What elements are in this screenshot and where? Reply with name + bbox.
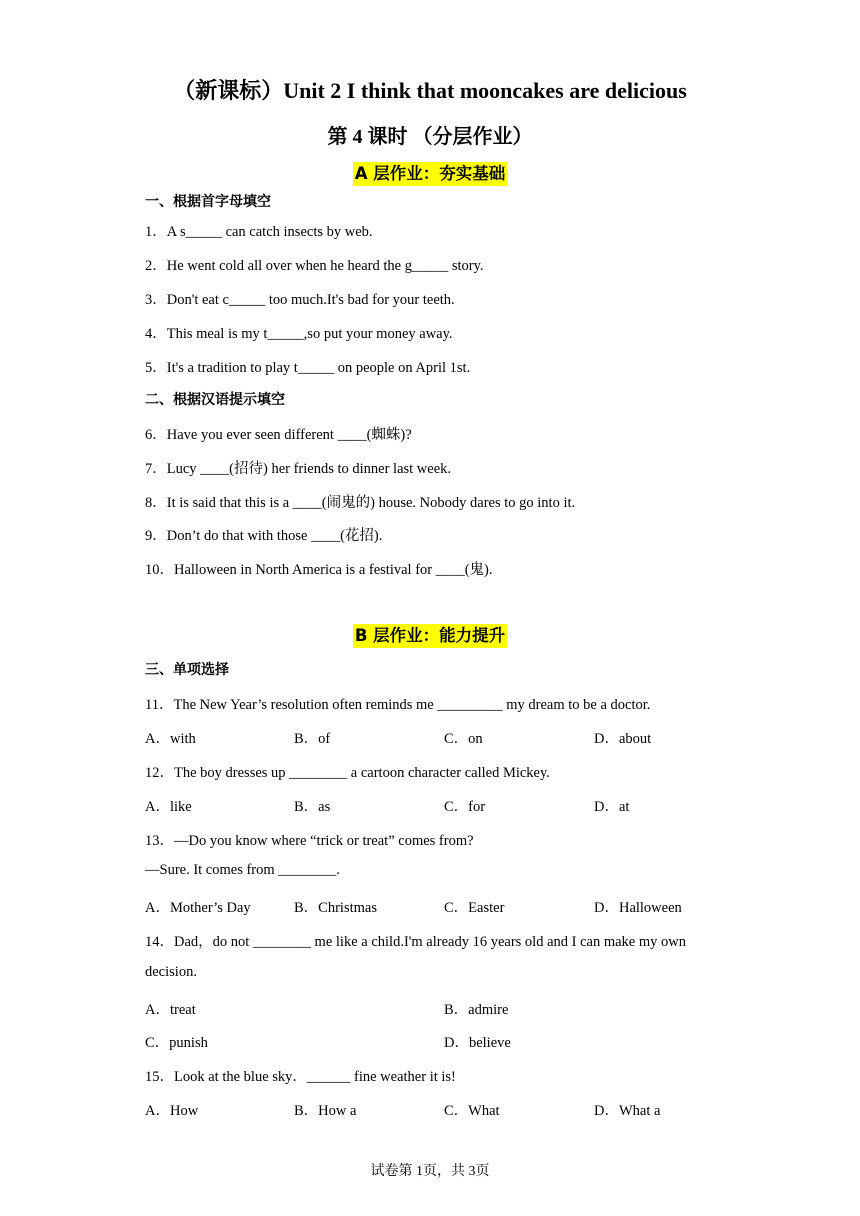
q11-option-d: D．about xyxy=(594,731,652,747)
q13-option-d: D．Halloween xyxy=(594,900,682,916)
q12-option-c: C．for xyxy=(444,799,486,815)
page-footer: 试卷第 1页，共 3页 xyxy=(370,1164,490,1179)
q14-option-c: C．punish xyxy=(145,1035,208,1051)
q14-option-b: B．admire xyxy=(444,1002,509,1018)
question-6: 6．Have you ever seen different ____(蜘蛛)? xyxy=(145,427,412,443)
q13-option-b: B．Christmas xyxy=(294,900,377,916)
question-7: 7．Lucy ____(招待) her friends to dinner last week. xyxy=(145,461,452,477)
question-14: 14．Dad，do not ________ me like a child.I'm already 16 years old and I can make my own xyxy=(145,934,686,950)
question-5: 5．It's a tradition to play t_____ on people on April 1st. xyxy=(145,360,471,376)
q14-option-d: D．believe xyxy=(444,1035,511,1051)
q13-option-a: A．Mother’s Day xyxy=(145,900,251,916)
question-9: 9．Don’t do that with those ____(花招). xyxy=(145,528,383,544)
page-title: （新课标）Unit 2 I think that mooncakes are delicious xyxy=(173,78,687,103)
question-4: 4．This meal is my t_____,so put your money away. xyxy=(145,326,453,342)
question-13-reply: —Sure. It comes from ________. xyxy=(145,862,340,878)
section-2-heading: 二、根据汉语提示填空 xyxy=(145,392,285,408)
section-1-heading: 一、根据首字母填空 xyxy=(145,194,271,210)
q11-option-c: C．on xyxy=(444,731,483,747)
q12-option-a: A．like xyxy=(145,799,192,815)
level-a-label: A 层作业：夯实基础 xyxy=(353,162,508,186)
level-b-label: B 层作业：能力提升 xyxy=(353,624,507,648)
question-1: 1．A s_____ can catch insects by web. xyxy=(145,224,373,240)
page-subtitle: 第 4 课时 （分层作业） xyxy=(327,126,533,148)
q14-option-a: A．treat xyxy=(145,1002,196,1018)
question-15: 15．Look at the blue sky．______ fine weather it is! xyxy=(145,1069,456,1085)
level-b-heading xyxy=(0,622,860,646)
section-3-heading: 三、单项选择 xyxy=(145,662,229,678)
question-11: 11．The New Year’s resolution often reminds me _________ my dream to be a doctor. xyxy=(145,697,651,713)
question-3: 3．Don't eat c_____ too much.It's bad for your teeth. xyxy=(145,292,455,308)
q12-option-b: B．as xyxy=(294,799,331,815)
q15-option-d: D．What a xyxy=(594,1103,661,1119)
q15-option-c: C．What xyxy=(444,1103,500,1119)
q15-option-a: A．How xyxy=(145,1103,199,1119)
q11-option-a: A．with xyxy=(145,731,196,747)
q15-option-b: B．How a xyxy=(294,1103,357,1119)
q13-option-c: C．Easter xyxy=(444,900,505,916)
q12-option-d: D．at xyxy=(594,799,630,815)
question-10: 10．Halloween in North America is a festival for ____(鬼). xyxy=(145,562,493,578)
question-12: 12．The boy dresses up ________ a cartoon character called Mickey. xyxy=(145,765,550,781)
q11-option-b: B．of xyxy=(294,731,331,747)
level-a-heading xyxy=(0,160,860,184)
question-14-cont: decision. xyxy=(145,964,197,980)
question-13: 13．—Do you know where “trick or treat” comes from? xyxy=(145,833,474,849)
question-2: 2．He went cold all over when he heard the g_____ story. xyxy=(145,258,484,274)
question-8: 8．It is said that this is a ____(闹鬼的) house. Nobody dares to go into it. xyxy=(145,495,576,511)
